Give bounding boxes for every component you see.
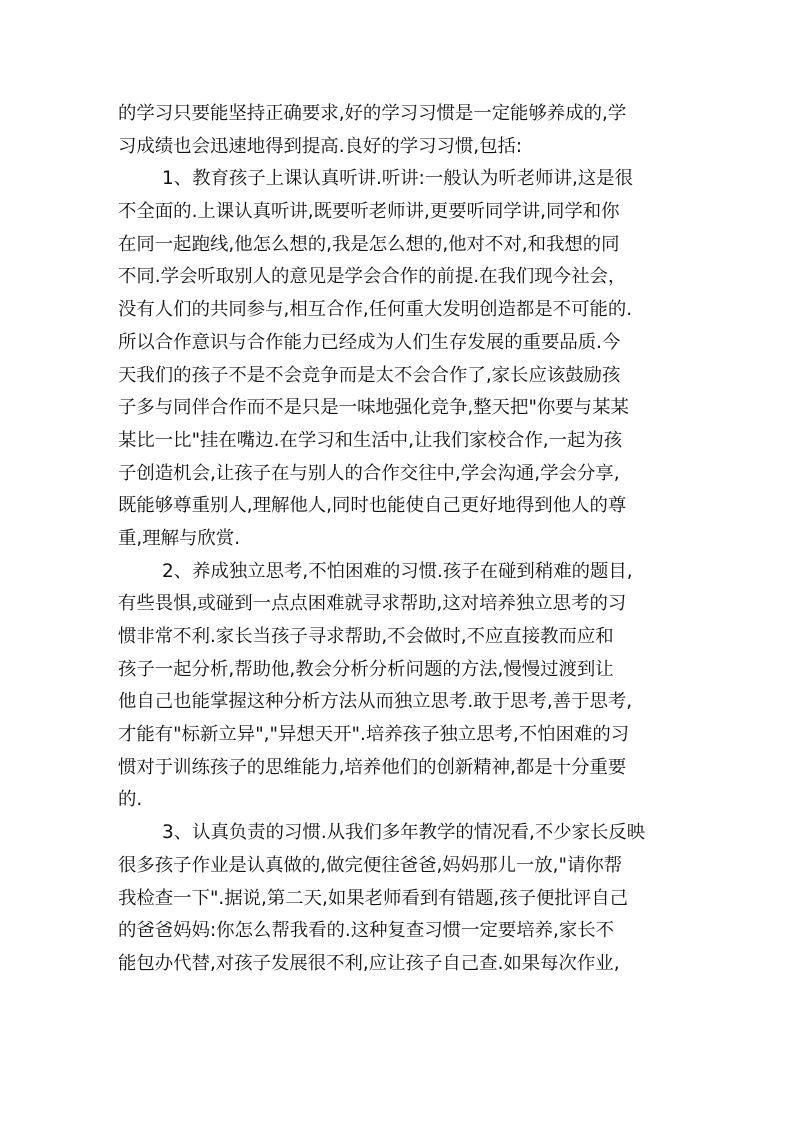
text-line: 我检查一下".据说,第二天,如果老师看到有错题,孩子便批评自己 bbox=[118, 887, 628, 909]
text-line: 不同.学会听取别人的意见是学会合作的前提.在我们现今社会， bbox=[118, 266, 627, 288]
text-line: 习成绩也会迅速地得到提高.良好的学习习惯,包括: bbox=[118, 135, 523, 157]
text-line: 惯非常不利.家长当孩子寻求帮助,不会做时,不应直接教而应和 bbox=[118, 626, 614, 647]
text-line: 在同一起跑线,他怎么想的,我是怎么想的,他对不对,和我想的同 bbox=[118, 233, 620, 255]
text-line: 所以合作意识与合作能力已经成为人们生存发展的重要品质.今 bbox=[118, 331, 621, 353]
text-line: 不全面的.上课认真听讲,既要听老师讲,更要听同学讲,同学和你 bbox=[118, 201, 620, 223]
document-page bbox=[118, 98, 680, 981]
section-2-paragraph bbox=[118, 556, 680, 818]
text-line: 某比一比"挂在嘴边.在学习和生活中,让我们家校合作,一起为孩 bbox=[118, 429, 623, 451]
text-line: 重,理解与欣赏. bbox=[118, 527, 241, 549]
text-line: 3、认真负责的习惯.从我们多年教学的情况看,不少家长反映 bbox=[162, 822, 646, 844]
text-line: 的学习只要能坚持正确要求,好的学习习惯是一定能够养成的,学 bbox=[118, 103, 627, 124]
text-line: 2、养成独立思考,不怕困难的习惯.孩子在碰到稍难的题目, bbox=[162, 560, 633, 582]
text-line: 很多孩子作业是认真做的,做完便往爸爸,妈妈那儿一放,"请你帮 bbox=[118, 854, 623, 876]
text-line: 的. bbox=[118, 789, 143, 811]
text-line: 能包办代替,对孩子发展很不利,应让孩子自己查.如果每次作业, bbox=[118, 952, 620, 974]
text-line: 他自己也能掌握这种分析方法从而独立思考.敢于思考,善于思考, bbox=[118, 691, 633, 713]
text-line: 的爸爸妈妈:你怎么帮我看的.这种复查习惯一定要培养,家长不 bbox=[118, 920, 615, 942]
intro-paragraph bbox=[118, 98, 680, 163]
section-3-paragraph bbox=[118, 817, 680, 980]
text-line: 才能有"标新立异","异想天开".培养孩子独立思考,不怕困难的习 bbox=[118, 724, 630, 746]
text-line: 既能够尊重别人,理解他人,同时也能使自己更好地得到他人的尊 bbox=[118, 495, 627, 517]
text-line: 1、教育孩子上课认真听讲.听讲:一般认为听老师讲,这是很 bbox=[162, 168, 633, 190]
text-line: 没有人们的共同参与,相互合作,任何重大发明创造都是不可能的. bbox=[118, 299, 633, 321]
text-line: 惯对于训练孩子的思维能力,培养他们的创新精神,都是十分重要 bbox=[118, 756, 627, 778]
text-line: 子多与同伴合作而不是只是一味地强化竞争,整天把"你要与某某 bbox=[118, 397, 629, 419]
section-1-paragraph bbox=[118, 163, 680, 555]
text-line: 天我们的孩子不是不会竞争而是太不会合作了,家长应该鼓励孩 bbox=[118, 364, 621, 386]
text-line: 子创造机会,让孩子在与别人的合作交往中,学会沟通,学会分享, bbox=[118, 462, 620, 484]
text-line: 有些畏惧,或碰到一点点困难就寻求帮助,这对培养独立思考的习 bbox=[118, 593, 627, 615]
text-line: 孩子一起分析,帮助他,教会分析分析问题的方法,慢慢过渡到让 bbox=[118, 658, 614, 680]
